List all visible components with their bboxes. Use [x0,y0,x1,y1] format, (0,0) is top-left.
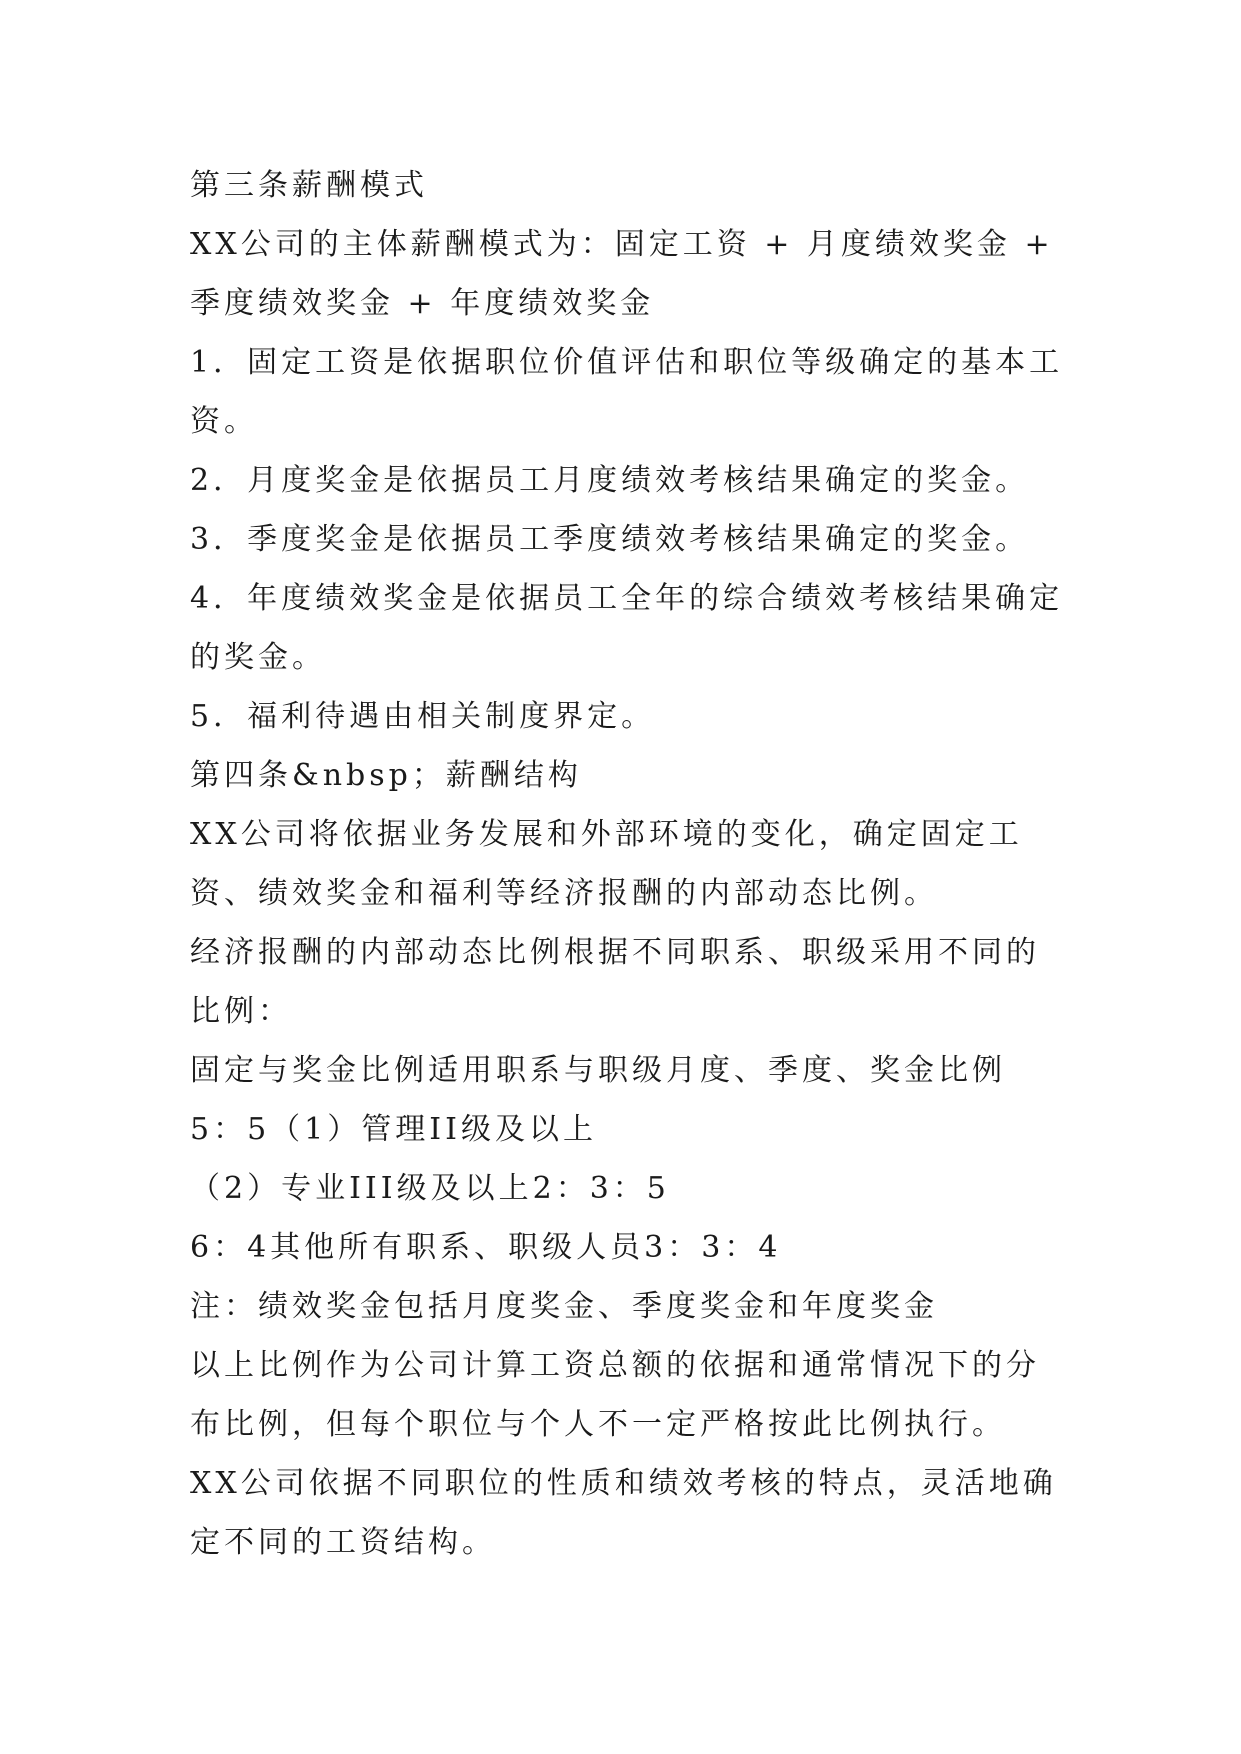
list-item: 1．固定工资是依据职位价值评估和职位等级确定的基本工资。 [190,345,1064,439]
list-item: 4．年度绩效奖金是依据员工全年的综合绩效考核结果确定的奖金。 [190,581,1064,675]
list-item: 5．福利待遇由相关制度界定。 [190,699,656,734]
ratio-row: （2）专业III级及以上2：3：5 [190,1171,670,1206]
ratio-table-header: 固定与奖金比例适用职系与职级月度、季度、奖金比例 [190,1053,1006,1088]
note: 注：绩效奖金包括月度奖金、季度奖金和年度奖金 [190,1289,938,1324]
section-heading: 第三条薪酬模式 [190,168,428,203]
document-body [190,156,1070,1572]
paragraph: 经济报酬的内部动态比例根据不同职系、职级采用不同的比例： [190,935,1040,1029]
paragraph: XX公司的主体薪酬模式为：固定工资 + 月度绩效奖金 + 季度绩效奖金 + 年度绩效奖金 [190,227,1054,321]
paragraph: XX公司依据不同职位的性质和绩效考核的特点，灵活地确定不同的工资结构。 [190,1466,1057,1560]
paragraph: 以上比例作为公司计算工资总额的依据和通常情况下的分布比例，但每个职位与个人不一定严格按此比例执行。 [190,1348,1040,1442]
section-heading: 第四条&nbsp；薪酬结构 [190,758,582,793]
list-item: 2．月度奖金是依据员工月度绩效考核结果确定的奖金。 [190,463,1030,498]
list-item: 3．季度奖金是依据员工季度绩效考核结果确定的奖金。 [190,522,1030,557]
ratio-row: 5：5（1）管理II级及以上 [190,1112,597,1147]
paragraph: XX公司将依据业务发展和外部环境的变化，确定固定工资、绩效奖金和福利等经济报酬的内部动态比例。 [190,817,1023,911]
ratio-row: 6：4其他所有职系、职级人员3：3：4 [190,1230,782,1265]
